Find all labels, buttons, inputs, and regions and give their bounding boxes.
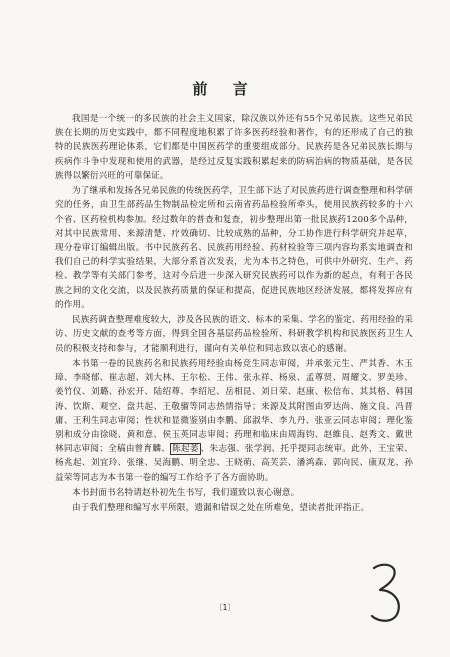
- paragraph-4-text: 本书第一卷的民族药名和民族药用经验由杨竞生同志审阅，并承张元生、严其香、木玉璋、李晓郁、崔志超、刘大林、王尔松、王伟、张永祥、杨泉、孟尊贤、周耀文、罗美珍、姜竹仪、刘璐、孙宏开、陆绍尊、李绍尼、岳相昆、刘日荣、赵康、松信布、其其格、韩国涛、饮斯、观空、盘共起、王敬骝等同志热情指导；来源及其附图由罗达尚、施文良、冯晋庸、王利生同志审阅；性状和显微鉴别由李鹏、邱淑华、李九丹、张亚云同志审阅；理化鉴别和成分由徐晓、黄和意、侯玉英同志审阅；药理和临床由周海钧、赵維良、赵秀文、戴世林同志审阅；全稿由曾育麟、: [55, 359, 413, 455]
- handwritten-mark-3: [368, 560, 404, 626]
- page-title: 前 言: [192, 80, 258, 98]
- body-text: [55, 112, 413, 517]
- paragraph-3: 民族药调查整理难度较大，涉及各民族的语文、标本的采集、学名的鉴定、药用经验的采访、历史文献的查考等方面，得到全国各基层药品检验所、科研教学机构和民族医药卫生人员的积极支持和参与，才能顺利进行，谨向有关单位和同志致以衷心的感谢。: [55, 315, 414, 354]
- paragraph-1: 我国是一个统一的多民族的社会主义国家，除汉族以外还有55个兄弟民族。这些兄弟民族在长期的历史实践中，都不同程度地积累了许多医药经验和著作，有的还形成了自己的独特的民族医药理论体系，它们都是中国医药学的重要组成部分。民族药是各兄弟民族长期与疾病作斗争中发现和使用的武器，是经过反复实践积累起来的防病治病的物质基础，是各民族得以繁衍兴旺的可靠保证。: [55, 114, 413, 181]
- paragraph-5: 本书封面书名特请赵朴初先生书写，我们谨致以衷心谢意。: [72, 488, 300, 499]
- page-number: 〔1〕: [214, 603, 236, 612]
- paragraph-4: [55, 357, 413, 485]
- paragraph-6: 由于我们整理和编写水平所限，遗漏和错误之处在所难免，望读者批评指正。: [72, 503, 370, 514]
- paragraph-4-tail: 、朱志强、张学润、托乎提同志统审。此外，王宝荣、杨兆起、刘宜玲、张继、吴海鹏、明全忠、王晓萌、高芙芸、潘鸿森、郭向民、康双龙、孙益荣等同志为本书第一卷的编写工作给予了各方面协助。: [55, 444, 414, 483]
- paragraph-2: 为了继承和发扬各兄弟民族的传统医药学，卫生部下达了对民族药进行调查整理和科学研究的任务，由卫生部药品生物制品检定所和云南省药品检验所牵头，使用民族药较多的十六个省、区药检机构参加。经过数年的普查和复查，初步整理出第一批民族药1200多个品种，对其中民族常用、来源清楚、疗效确切、比较成熟的品种，分工协作进行科学研究并起草，现分卷审订编辑出版。书中民族药名、民族药用经验、药材检验等三项内容均系实地调查和我们自己的科学实验结果，大部分系首次发表，尤为本书之特色，可供中外研究、生产、药检、教学等有关部门参考，这对今后进一步深入研究民族药可以作为新的起点，有利于各民族之间的文化交流，以及民族药质量的保证和提高，促进民族地区经济发展，都将发挥应有的作用。: [55, 186, 414, 310]
- boxed-name: 陈起萎: [172, 444, 199, 455]
